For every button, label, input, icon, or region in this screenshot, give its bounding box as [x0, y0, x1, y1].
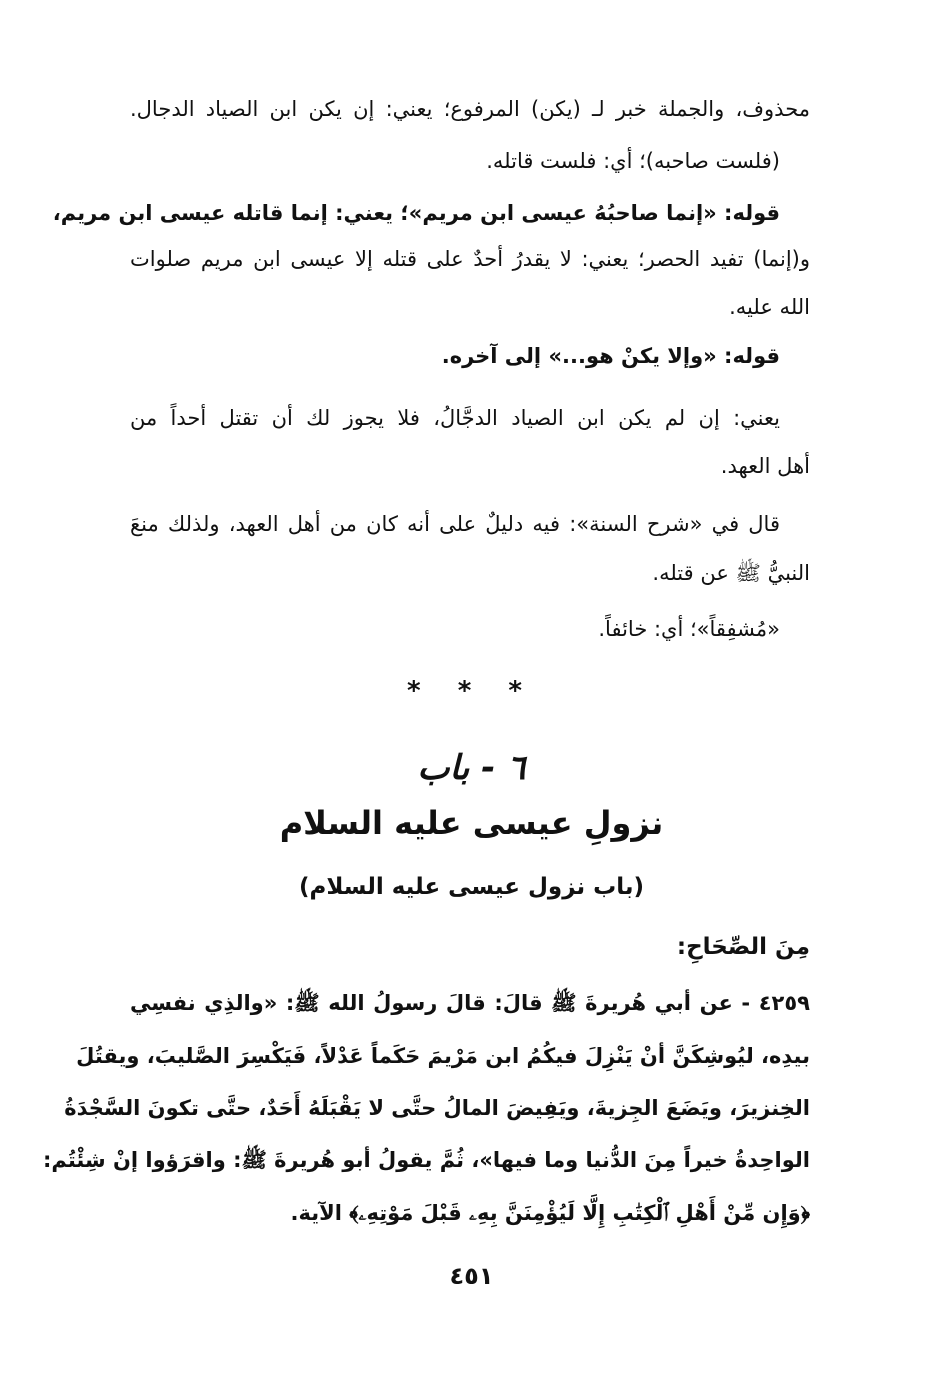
text-line: قال في «شرح السنة»: فيه دليلٌ على أنه كان من أهل العهد، ولذلك منعَ	[130, 512, 780, 536]
chapter-title: نزولِ عيسى عليه السلام	[279, 804, 664, 842]
section-heading: مِنَ الصِّحَاحِ:	[676, 934, 810, 960]
text-line: (فلست صاحبه)؛ أي: فلست قاتله.	[486, 149, 780, 173]
text-line: النبيُّ ﷺ عن قتله.	[652, 561, 810, 585]
text-line: يعني: إن لم يكن ابن الصياد الدجَّالُ، فلا يجوز لك أن تقتل أحداً من	[130, 406, 780, 430]
text-line: و(إنما) تفيد الحصر؛ يعني: لا يقدرُ أحدٌ على قتله إلا عيسى ابن مريم صلوات	[130, 247, 810, 271]
hadith-line: الخِنزيرَ، ويَضَعَ الجِزيةَ، ويَفِيضَ المالُ حتَّى لا يَقْبَلَهُ أَحَدٌ، حتَّى تكونَ السَّجْدَةُ	[64, 1096, 810, 1120]
page-number: ٤٥١	[449, 1262, 494, 1290]
hadith-line: الواحِدةُ خيراً مِنَ الدُّنيا وما فيها»، ثُمَّ يقولُ أبو هُريرةَ ﷺ: واقرَؤوا إنْ شِئْتُم:	[42, 1148, 810, 1172]
section-separator: * * *	[407, 676, 536, 706]
chapter-subtitle: (باب نزول عيسى عليه السلام)	[298, 874, 645, 900]
text-line: قوله: «وإلا يكنْ هو...» إلى آخره.	[441, 344, 780, 368]
hadith-line: بيدِه، ليُوشِكَنَّ أنْ يَنْزِلَ فيكُمُ ابن مَرْيمَ حَكَماً عَدْلاً، فَيَكْسِرَ الصَّليبَ، ويقتُلَ	[76, 1044, 810, 1068]
text-line: أهل العهد.	[720, 454, 810, 478]
hadith-line: ٤٢٥٩ - عن أبي هُريرةَ ﷺ قالَ: قالَ رسولُ الله ﷺ: «والذِي نفسِي	[130, 991, 810, 1015]
text-line: الله عليه.	[729, 295, 810, 319]
text-line: قوله: «إنما صاحبُهُ عيسى ابن مريم»؛ يعني: إنما قاتله عيسى ابن مريم،	[52, 201, 780, 225]
text-line: محذوف، والجملة خبر لـ (يكن) المرفوع؛ يعني: إن يكن ابن الصياد الدجال.	[130, 97, 810, 121]
hadith-line: ﴿وَإِن مِّنْ أَهْلِ ٱلْكِتَٰبِ إِلَّا لَيُؤْمِنَنَّ بِهِۦ قَبْلَ مَوْتِهِۦ﴾ الآية.	[290, 1201, 810, 1225]
chapter-number: ٦ - باب	[417, 748, 526, 788]
text-line: «مُشفِقاً»؛ أي: خائفاً.	[598, 617, 780, 641]
